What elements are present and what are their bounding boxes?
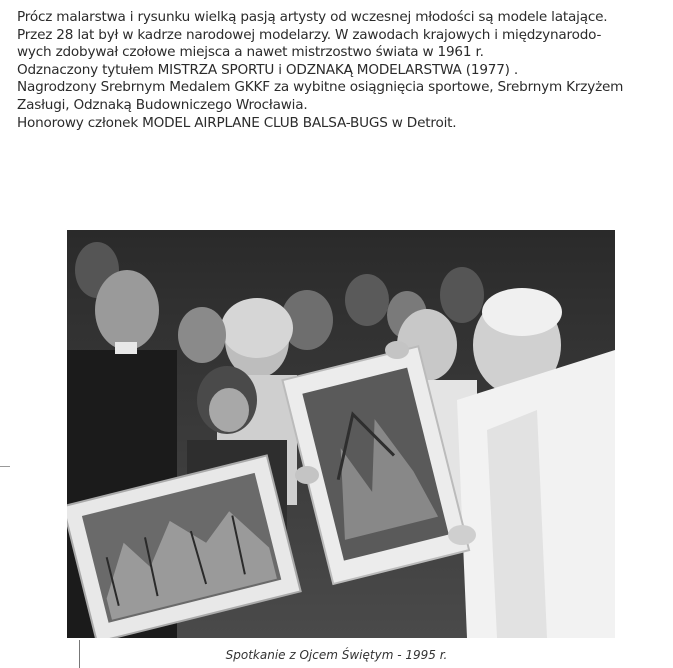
text-line-6: Zasługi, Odznaką Budowniczego Wrocławia. — [17, 96, 308, 113]
text-line-5: Nagrodzony Srebrnym Medalem GKKF za wybitne osiągnięcia sportowe, Srebrnym Krzyżem — [17, 79, 624, 96]
photo-caption: Spotkanie z Ojcem Świętym - 1995 r. — [225, 648, 448, 662]
text-line-2: Przez 28 lat był w kadrze narodowej modelarzy. W zawodach krajowych i międzynarodo- — [17, 26, 602, 43]
text-line-1: Prócz malarstwa i rysunku wielką pasją artysty od wczesnej młodości są modele latające. — [17, 9, 608, 25]
photograph — [67, 230, 615, 638]
text-line-4: Odznaczony tytułem MISTRZA SPORTU i ODZNAKĄ MODELARSTWA (1977) . — [17, 61, 519, 78]
biography-paragraph — [17, 9, 667, 132]
text-line-7: Honorowy członek MODEL AIRPLANE CLUB BALSA-BUGS w Detroit. — [17, 114, 457, 131]
margin-mark — [0, 466, 10, 467]
text-line-3: wych zdobywał czołowe miejsca a nawet mistrzostwo świata w 1961 r. — [17, 44, 484, 61]
photo-illustration — [67, 230, 615, 638]
